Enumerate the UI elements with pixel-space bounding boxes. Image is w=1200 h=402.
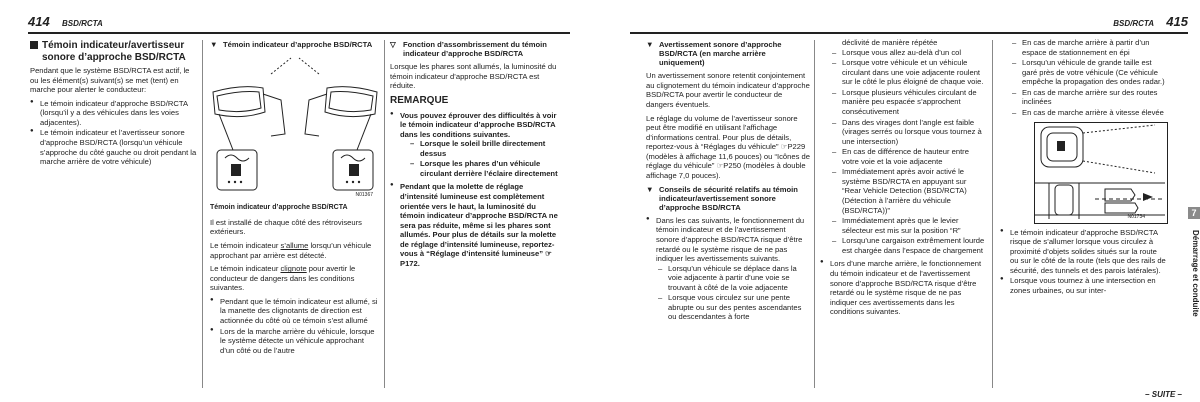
- left-col-2: [210, 40, 380, 359]
- continued-text: déclivité de manière répétée: [842, 38, 938, 47]
- sub-list-item: – Lorsque plusieurs véhicules circulant de manière peu espacée s’approchent consécutivement: [832, 88, 986, 117]
- list-item: ● Lorsque vous tournez à une intersection en zones urbaines, ou sur inter-: [1000, 276, 1166, 295]
- column-divider: [992, 40, 993, 388]
- left-col-3: [390, 40, 558, 273]
- sub-list-item: – Lorsque vous circulez sur une pente abrupte ou sur des pentes ascendantes ou descendantes à forte: [658, 293, 810, 322]
- right-col-3: [1000, 38, 1166, 299]
- left-col-1: [30, 40, 198, 171]
- sub-list-item: – Lorsque vous allez au-delà d’un col: [832, 48, 986, 58]
- sub-list-item: – Lorsqu’un véhicule de grande taille est garé près de votre véhicule (Ce véhicule empêche la propagation des ondes radar.): [1012, 58, 1166, 87]
- sub-list-item: – En cas de marche arrière sur des routes inclinées: [1012, 88, 1166, 107]
- left-page-header: [28, 14, 570, 34]
- sub-list-item: – Lorsque le soleil brille directement dessus: [410, 139, 558, 158]
- list-item: ● Lors d’une marche arrière, le fonctionnement du témoin indicateur et de l’avertissement sonore d’approche BSD/RCTA risque d’être retardé ou le système risque de ne pas indiquer ces avertissements dans les conditions suivantes.: [820, 259, 986, 316]
- right-section-title: BSD/RCTA: [1113, 18, 1154, 28]
- paragraph: Il est installé de chaque côté des rétroviseurs extérieurs.: [210, 217, 362, 237]
- right-page-header: [630, 14, 1188, 34]
- triangle-down-icon: ▼: [210, 40, 218, 49]
- square-marker-icon: [30, 41, 38, 49]
- figure-caption: Témoin indicateur d’approche BSD/RCTA: [210, 204, 348, 212]
- sub-list-item: – Dans des virages dont l’angle est faible (virages serrés ou lorsque vous tournez à une intersection): [832, 118, 986, 147]
- continue-marker: – SUITE –: [1145, 389, 1182, 399]
- paragraph: Le témoin indicateur s’allume lorsqu’un véhicule approchant par arrière est détecté.: [210, 241, 372, 260]
- right-col-2: [820, 38, 986, 321]
- mirror-indicator-figure: [210, 53, 380, 201]
- right-page-number: 415: [1166, 13, 1188, 29]
- triangle-down-icon: ▼: [646, 184, 654, 194]
- paragraph: Lorsque les phares sont allumés, la luminosité du témoin indicateur d’approche BSD/RCTA est réduite.: [390, 62, 557, 91]
- sub-list-item: – Lorsque votre véhicule et un véhicule circulant dans une voie adjacente roulent sur le côté le plus éloigné de chaque voie.: [832, 58, 986, 87]
- column-divider: [814, 40, 815, 388]
- left-section-title: BSD/RCTA: [62, 18, 103, 28]
- parking-scenario-illustration: [1035, 123, 1165, 221]
- sub-list-item: – Immédiatement après que le levier sélecteur est mis sur la position “R”: [832, 216, 986, 235]
- sub-list-item: – Immédiatement après avoir activé le système BSD/RCTA en appuyant sur “Rear Vehicle Detection (BSD/RCTA) (Détection à l’arrière du véhicule (BSD/RCTA))”: [832, 167, 986, 215]
- figure-code: N01734: [1127, 214, 1145, 221]
- remark-title: REMARQUE: [390, 94, 449, 106]
- list-item: ● Dans les cas suivants, le fonctionnement du témoin indicateur et de l’avertissement sonore d’approche BSD/RCTA risque d’être retardé ou le système risque de ne pas indiquer les avertissements suivants. – Lorsqu’un véhicule se déplace dans la voie adjacente à partir d’une voie se trouvant à côté de la voie adjacente – Lorsque vous circulez sur une pente abrupte ou sur des pentes ascendantes ou descendantes à forte: [646, 216, 810, 322]
- subheading: ▽ Fonction d’assombrissement du témoin indicateur d’approche BSD/RCTA: [390, 40, 547, 59]
- triangle-down-icon: ▼: [646, 40, 654, 49]
- left-page-number: 414: [28, 13, 50, 29]
- list-item: ● Le témoin indicateur d’approche BSD/RCTA (lorsqu’il y a des véhicules dans les voies adjacentes).: [30, 99, 198, 128]
- list-item: ● Le témoin indicateur d’approche BSD/RCTA risque de s’allumer lorsque vous circulez à proximité d’objets solides situés sur la route ou sur le côté de la route (tels que des rails de sécurité, des tunnels et des parois latérales).: [1000, 228, 1166, 276]
- section-heading: Témoin indicateur/avertisseur sonore d’approche BSD/RCTA: [30, 40, 198, 63]
- subheading: ▼ Témoin indicateur d’approche BSD/RCTA: [210, 40, 373, 49]
- list-item: ● Vous pouvez éprouver des difficultés à voir le témoin indicateur d’approche BSD/RCTA dans les conditions suivantes. – Lorsque le soleil brille directement dessus – Lorsque les phares d’un véhicule circulant derrière l’éclaire directement: [390, 111, 558, 179]
- sub-list-item: – Lorsqu’un véhicule se déplace dans la voie adjacente à partir d’une voie se trouvant à côté de la voie adjacente: [658, 264, 810, 293]
- list-item: ● Pendant que la molette de réglage d’intensité lumineuse est complètement orientée vers le haut, la luminosité du témoin indicateur d’approche BSD/RCTA ne sera pas réduite, même si les phares sont allumés. Pour plus de détails sur la molette de réglage d’intensité lumineuse, reportez-vous à “Réglage d’intensité lumineuse” ☞P172.: [390, 182, 558, 268]
- sub-list-item: – Lorsque les phares d’un véhicule circulant derrière l’éclaire directement: [410, 159, 558, 178]
- page-gutter: [588, 0, 612, 402]
- sub-list-item: – En cas de différence de hauteur entre votre voie et la voie adjacente: [832, 147, 986, 166]
- paragraph: Le témoin indicateur clignote pour avertir le conducteur de dangers dans les conditions suivantes.: [210, 264, 356, 293]
- right-page: [612, 0, 1200, 402]
- figure-code: N01367: [355, 191, 373, 198]
- right-col-1: [646, 40, 810, 326]
- rcta-scenario-figure: [1034, 122, 1168, 224]
- sub-list-item: – Lorsqu’une cargaison extrêmement lourde est chargée dans l’espace de chargement: [832, 236, 986, 255]
- subheading: ▼ Avertissement sonore d’approche BSD/RCTA (en marche arrière uniquement): [646, 40, 782, 68]
- subheading: ▼ Conseils de sécurité relatifs au témoin indicateur/avertissement sonore d’approche BSD/RCTA: [646, 184, 798, 212]
- list-item: ● Lors de la marche arrière du véhicule, lorsque le système détecte un véhicule approchant d’un côté ou de l’autre: [210, 327, 380, 356]
- triangle-outline-icon: ▽: [390, 40, 396, 49]
- chapter-tab[interactable]: 7: [1188, 207, 1200, 219]
- chapter-title-vertical: Démarrage et conduite: [1191, 230, 1200, 317]
- mirror-indicator-illustration: [211, 54, 379, 200]
- paragraph: Un avertissement sonore retentit conjointement au clignotement du témoin indicateur d’approche BSD/RCTA pour avertir le conducteur de dangers éventuels.: [646, 71, 810, 110]
- sub-list-item: – En cas de marche arrière à partir d’un espace de stationnement en épi: [1012, 38, 1166, 57]
- sub-list-item: – En cas de marche arrière à vitesse élevée: [1012, 108, 1166, 118]
- column-divider: [384, 40, 385, 388]
- left-page: [0, 0, 588, 402]
- list-item: ● Pendant que le témoin indicateur est allumé, si la manette des clignotants de direction est actionnée du côté où ce témoin s’est allumé: [210, 297, 380, 326]
- column-divider: [202, 40, 203, 388]
- intro-paragraph: Pendant que le système BSD/RCTA est actif, le ou les élément(s) suivant(s) se met (tent) en marche pour alerter le conducteur:: [30, 66, 190, 95]
- paragraph: Le réglage du volume de l’avertisseur sonore peut être modifié en utilisant l’affichage d’informations central. Pour plus de détails, reportez-vous à “Réglages du véhicule” ☞P229 (modèles à affichage 11,6 pouces) ou “Icônes de réglage du véhicule” ☞P250 (modèles à double affichage 7,0 pouces).: [646, 113, 810, 180]
- list-item: ● Le témoin indicateur et l’avertisseur sonore d’approche BSD/RCTA (lorsqu’un véhicule s’approche du côté gauche ou droit pendant la marche arrière de votre véhicule): [30, 128, 198, 166]
